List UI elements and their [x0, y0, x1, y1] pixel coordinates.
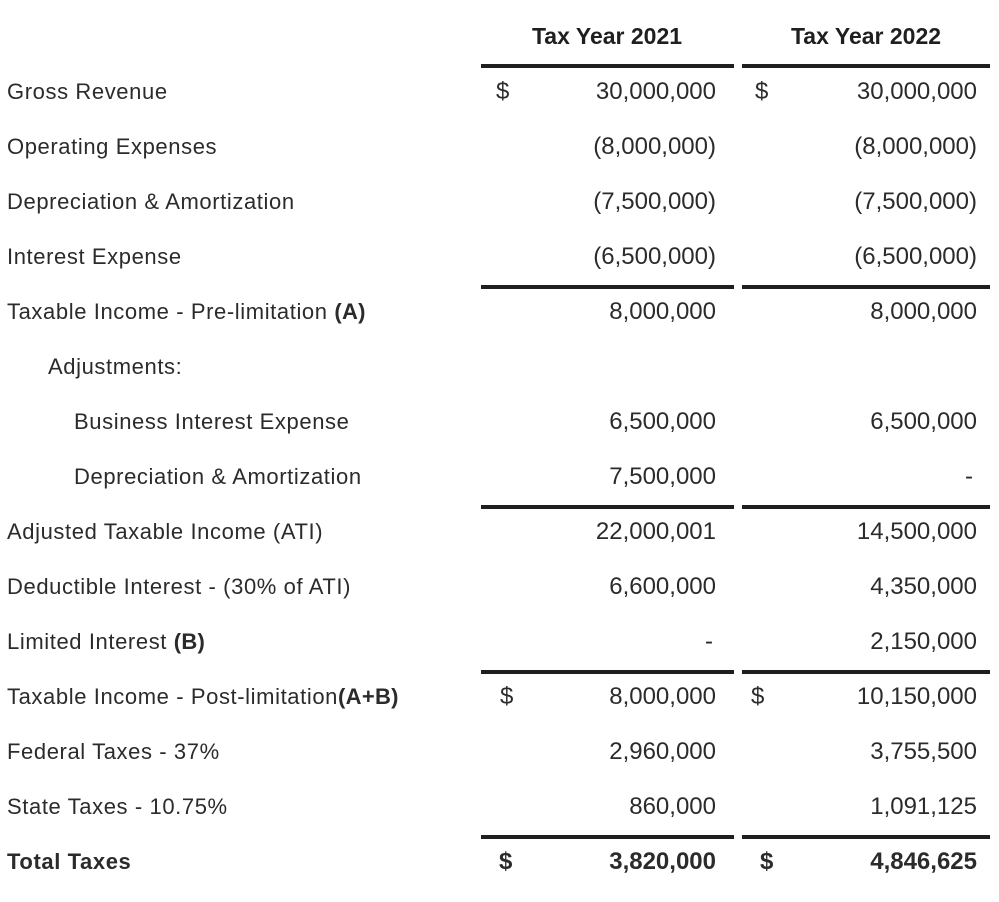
table-row [0, 669, 999, 724]
value-2021: 22,000,001 [595, 518, 716, 545]
table-row [0, 504, 999, 559]
row-label: Operating Expenses [7, 134, 218, 159]
table-row [0, 449, 999, 504]
value-2021: 30,000,000 [595, 78, 716, 105]
value-2021: 2,960,000 [609, 738, 716, 765]
value-2022: 8,000,000 [870, 298, 977, 325]
value-2021: 7,500,000 [609, 463, 716, 490]
row-label: Depreciation & Amortization [7, 189, 295, 214]
row-label-suffix: (A) [334, 299, 366, 324]
value-2022: 4,846,625 [870, 848, 977, 875]
value-2022: 30,000,000 [856, 78, 977, 105]
row-label: Federal Taxes - 37% [7, 739, 220, 764]
value-2022: 14,500,000 [856, 518, 977, 545]
table-row [0, 119, 999, 174]
value-2022: (7,500,000) [854, 188, 977, 215]
table-row [0, 779, 999, 834]
row-label: Interest Expense [7, 244, 182, 269]
table-row [0, 614, 999, 669]
value-2022: 2,150,000 [870, 628, 977, 655]
value-2022: 4,350,000 [870, 573, 977, 600]
header-tax-year-2022: Tax Year 2022 [790, 23, 942, 49]
row-label: Adjusted Taxable Income (ATI) [7, 519, 324, 544]
value-2021: 860,000 [629, 793, 716, 820]
value-2022: 6,500,000 [870, 408, 977, 435]
row-label: Taxable Income - Pre-limitation [7, 299, 335, 324]
table-row [0, 284, 999, 339]
value-2022: - [965, 463, 973, 490]
table-row [0, 339, 999, 394]
value-2021: 8,000,000 [609, 683, 716, 710]
value-2021: (7,500,000) [593, 188, 716, 215]
dollar-sign: $ [760, 848, 774, 875]
row-label: Total Taxes [7, 849, 132, 874]
table-row [0, 394, 999, 449]
dollar-sign: $ [496, 78, 510, 105]
value-2021: (8,000,000) [593, 133, 716, 160]
value-2021: 6,500,000 [609, 408, 716, 435]
value-2022: 3,755,500 [870, 738, 977, 765]
value-2021: 6,600,000 [609, 573, 716, 600]
value-2022: 10,150,000 [856, 683, 977, 710]
table-row [0, 174, 999, 229]
dollar-sign: $ [751, 683, 765, 710]
dollar-sign: $ [755, 78, 769, 105]
value-2022: 1,091,125 [870, 793, 977, 820]
row-label: Business Interest Expense [74, 409, 350, 434]
row-label-suffix: (A+B) [338, 684, 399, 709]
table-row [0, 559, 999, 614]
table-row-total [0, 834, 999, 889]
row-label: Depreciation & Amortization [74, 464, 362, 489]
value-2021: (6,500,000) [593, 243, 716, 270]
dollar-sign: $ [500, 683, 514, 710]
row-label: Limited Interest [7, 629, 174, 654]
row-label: Deductible Interest - (30% of ATI) [7, 574, 352, 599]
row-label: Adjustments: [48, 354, 183, 379]
value-2021: - [705, 628, 713, 655]
header-tax-year-2021: Tax Year 2021 [531, 23, 683, 49]
table-row [0, 724, 999, 779]
value-2021: 8,000,000 [609, 298, 716, 325]
value-2021: 3,820,000 [609, 848, 716, 875]
table-row [0, 64, 999, 119]
row-label: Taxable Income - Post-limitation [7, 684, 338, 709]
dollar-sign: $ [499, 848, 513, 875]
row-label: State Taxes - 10.75% [7, 794, 228, 819]
table-row [0, 229, 999, 284]
value-2022: (8,000,000) [854, 133, 977, 160]
row-label: Gross Revenue [7, 79, 168, 104]
row-label-suffix: (B) [173, 629, 206, 654]
value-2022: (6,500,000) [854, 243, 977, 270]
